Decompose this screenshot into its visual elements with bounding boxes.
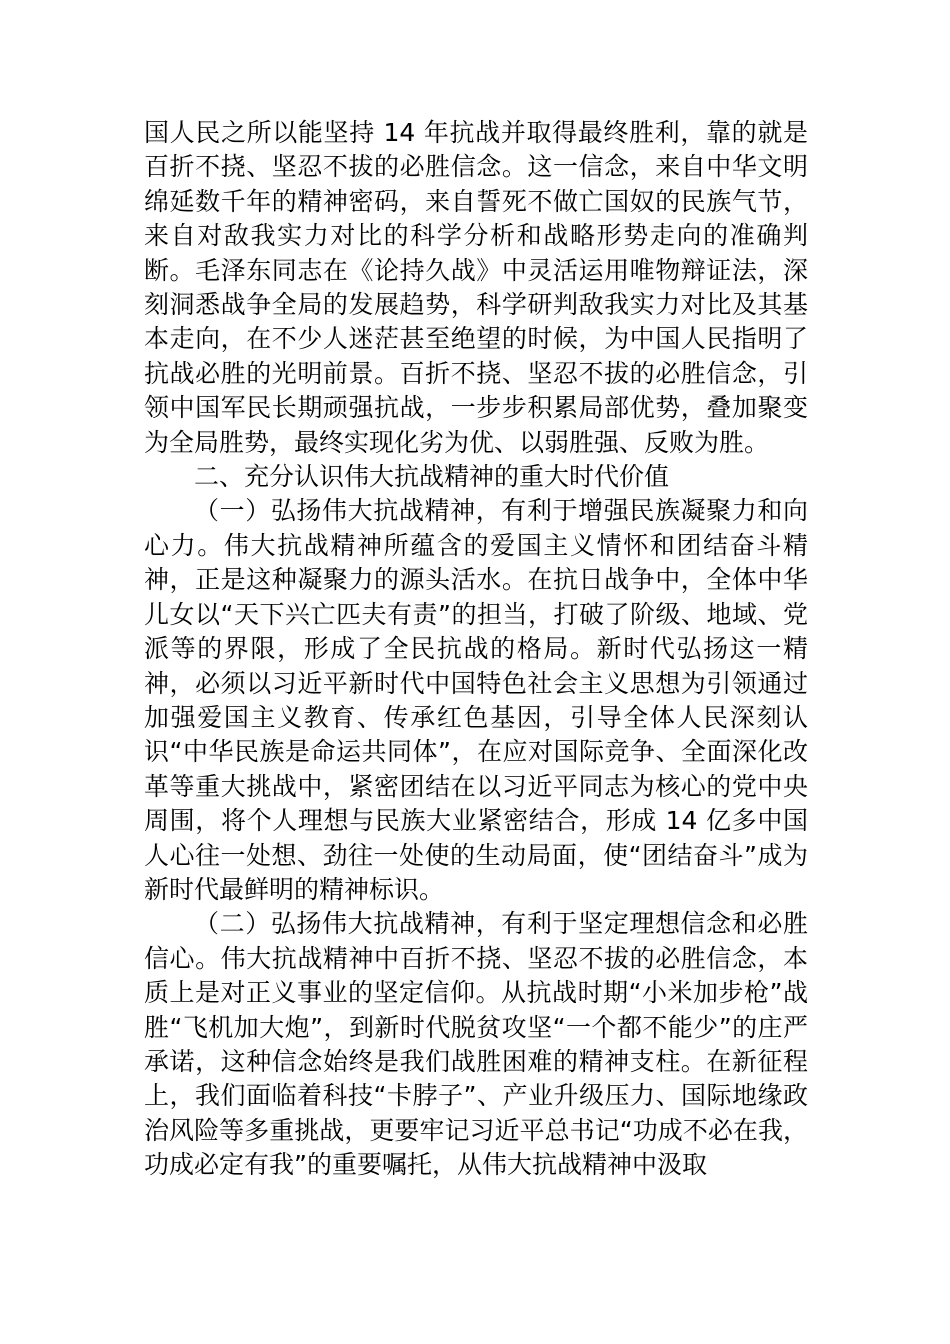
paragraph-point-two: （二）弘扬伟大抗战精神，有利于坚定理想信念和必胜信心。伟大抗战精神中百折不挠、坚忍不拔的必胜信念，本质上是对正义事业的坚定信仰。从抗战时期“小米加步枪”战胜“飞机加大炮”，到新时代脱贫攻坚“一个都不能少”的庄严承诺，这种信念始终是我们战胜困难的精神支柱。在新征程上，我们面临着科技“卡脖子”、产业升级压力、国际地缘政治风险等多重挑战，更要牢记习近平总书记“功成不必在我，功成必定有我”的重要嘱托，从伟大抗战精神中汲取 [144,909,808,1180]
document-body [144,116,808,1183]
paragraph-continuation: 国人民之所以能坚持 14 年抗战并取得最终胜利，靠的就是百折不挠、坚忍不拔的必胜信念。这一信念，来自中华文明绵延数千年的精神密码，来自誓死不做亡国奴的民族气节，来自对敌我实力对比的科学分析和战略形势走向的准确判断。毛泽东同志在《论持久战》中灵活运用唯物辩证法，深刻洞悉战争全局的发展趋势，科学研判敌我实力对比及其基本走向，在不少人迷茫甚至绝望的时候，为中国人民指明了抗战必胜的光明前景。百折不挠、坚忍不拔的必胜信念，引领中国军民长期顽强抗战，一步步积累局部优势，叠加聚变为全局胜势，最终实现化劣为优、以弱胜强、反败为胜。 [144,118,808,457]
paragraph-point-one: （一）弘扬伟大抗战精神，有利于增强民族凝聚力和向心力。伟大抗战精神所蕴含的爱国主义情怀和团结奋斗精神，正是这种凝聚力的源头活水。在抗日战争中，全体中华儿女以“天下兴亡匹夫有责”的担当，打破了阶级、地域、党派等的界限，形成了全民抗战的格局。新时代弘扬这一精神，必须以习近平新时代中国特色社会主义思想为引领通过加强爱国主义教育、传承红色基因，引导全体人民深刻认识“中华民族是命运共同体”，在应对国际竞争、全面深化改革等重大挑战中，紧密团结在以习近平同志为核心的党中央周围，将个人理想与民族大业紧密结合，形成 14 亿多中国人心往一处想、劲往一处使的生动局面，使“团结奋斗”成为新时代最鲜明的精神标识。 [144,496,808,904]
section-heading: 二、充分认识伟大抗战精神的重大时代价值 [194,462,670,492]
